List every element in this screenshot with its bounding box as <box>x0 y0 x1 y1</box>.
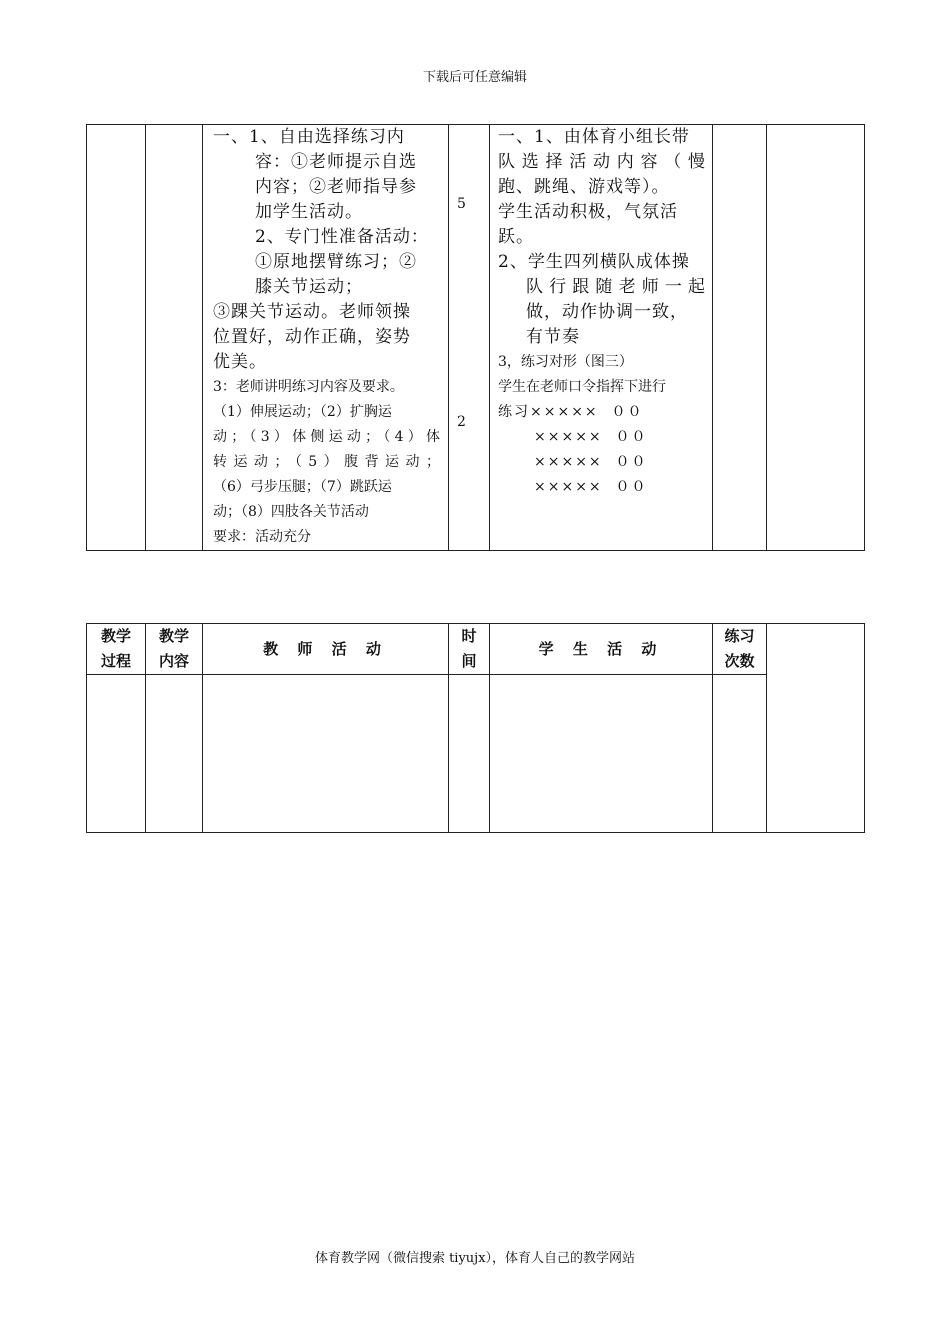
header-process-line2: 过程 <box>100 652 131 670</box>
header-count-line1: 练习 <box>724 627 755 645</box>
teacher-line: 优美。 <box>213 352 267 372</box>
teacher-line: 加学生活动。 <box>255 202 363 222</box>
teacher-line: 动；（8）四肢各关节活动 <box>213 504 369 520</box>
student-line: 一、1、由体育小组长带 <box>498 127 690 147</box>
formation-row: 练习××××× ００ <box>498 404 644 420</box>
time-cell <box>449 675 490 833</box>
table-row <box>87 125 865 551</box>
header-time-line2: 间 <box>461 652 477 670</box>
content-cell <box>146 675 203 833</box>
student-line: 学生在老师口令指挥下进行 <box>498 379 666 395</box>
time-value: 2 <box>457 414 466 430</box>
formation-row: ××××× ００ <box>534 454 648 470</box>
footer-note: 体育教学网（微信搜索 tiyujx），体育人自己的教学网站 <box>314 1251 636 1266</box>
header-time <box>449 624 490 675</box>
teacher-line: ③踝关节运动。老师领操 <box>213 302 411 322</box>
process-cell <box>87 675 146 833</box>
student-line: 队选择活动内容（慢 <box>498 152 706 172</box>
lesson-plan-table-upper <box>86 124 865 551</box>
teacher-line: 膝关节运动； <box>255 277 363 297</box>
student-activity-cell <box>490 125 713 551</box>
teacher-line: （1）伸展运动；（2）扩胸运 <box>213 404 392 420</box>
count-cell <box>713 675 767 833</box>
header-teacher <box>203 624 449 675</box>
student-line: 2、学生四列横队成体操 <box>498 252 690 272</box>
notes-column <box>767 624 865 833</box>
lesson-plan-table-lower <box>86 623 865 833</box>
header-content-line1: 教学 <box>158 627 189 645</box>
notes-cell <box>767 125 865 551</box>
teacher-line: 容：①老师提示自选 <box>255 152 417 172</box>
header-student-label: 学 生 活 动 <box>538 639 664 658</box>
content-cell <box>146 125 203 551</box>
teacher-activity-cell <box>203 675 449 833</box>
teacher-line: 动；（3）体侧运动；（4）体 <box>213 429 440 445</box>
teacher-line: 内容；②老师指导参 <box>255 177 417 197</box>
teacher-line: 3：老师讲明练习内容及要求。 <box>213 379 404 395</box>
header-row <box>87 624 865 675</box>
teacher-line: （6）弓步压腿；（7）跳跃运 <box>213 479 392 495</box>
student-activity-cell <box>490 675 713 833</box>
header-student <box>490 624 713 675</box>
header-teacher-label: 教 师 活 动 <box>263 639 388 658</box>
header-count <box>713 624 767 675</box>
student-line: 队行跟随老师一起 <box>526 277 706 297</box>
teacher-line: 要求：活动充分 <box>213 529 311 545</box>
time-cell <box>449 125 490 551</box>
student-line: 有节奏 <box>526 327 580 347</box>
header-process <box>87 624 146 675</box>
student-line: 跑、跳绳、游戏等）。 <box>498 177 670 197</box>
time-value: 5 <box>457 196 466 212</box>
student-line: 学生活动积极，气氛活 <box>498 202 678 222</box>
process-cell <box>87 125 146 551</box>
table-row <box>87 675 865 833</box>
student-line: 跃。 <box>498 227 534 247</box>
header-process-line1: 教学 <box>100 627 131 645</box>
header-note: 下载后可任意编辑 <box>422 70 527 85</box>
student-line: 做，动作协调一致， <box>526 302 688 322</box>
teacher-line: 一、1、自由选择练习内 <box>213 127 405 147</box>
teacher-line: ①原地摆臂练习；② <box>255 252 417 272</box>
header-content-line2: 内容 <box>158 652 189 670</box>
header-time-line1: 时 <box>461 627 477 645</box>
header-count-line2: 次数 <box>724 652 755 670</box>
header-content <box>146 624 203 675</box>
student-line: 3，练习对形（图三） <box>498 354 633 370</box>
teacher-line: 转运动；（5）腹背运动； <box>213 454 440 470</box>
count-cell <box>713 125 767 551</box>
formation-row: ××××× ００ <box>534 429 648 445</box>
teacher-activity-cell <box>203 125 449 551</box>
teacher-line: 2、专门性准备活动： <box>255 227 429 247</box>
teacher-line: 位置好，动作正确，姿势 <box>213 327 411 347</box>
formation-row: ××××× ００ <box>534 479 648 495</box>
